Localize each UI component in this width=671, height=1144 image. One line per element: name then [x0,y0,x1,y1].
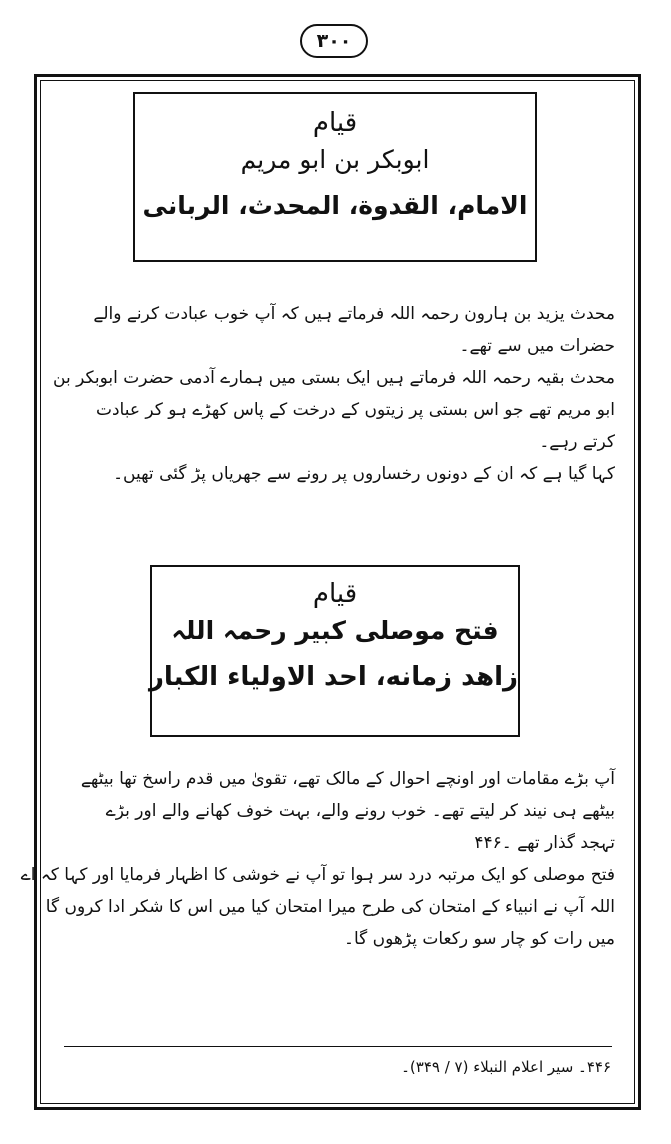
section1-text-line: محدث بقیہ رحمہ اللہ فرماتے ہیں ایک بستی میں ہمارے آدمی حضرت ابوبکر بن [53,368,615,388]
section1-body [55,298,615,490]
section2-heading: قیام [312,579,358,609]
section2-honorific-titles: زاهد زمانه، احد الاولياء الكبار [148,662,518,692]
section2-text-line: آپ بڑے مقامات اور اونچے احوال کے مالک تھے، تقویٰ میں قدم راسخ تھا بیٹھے [80,769,615,789]
section2-body [20,763,615,955]
section2-text-line: اللہ آپ نے انبیاء کے امتحان کی طرح میرا امتحان کیا میں اس کا شکر ادا کروں گا [45,897,615,917]
section1-text-line: محدث یزید بن ہارون رحمہ اللہ فرماتے ہیں کہ آپ خوب عبادت کرنے والے [93,304,615,324]
section1-text-line: حضرات میں سے تھے۔ [459,336,615,356]
section2-title-box [150,565,520,737]
section2-text-line: میں رات کو چار سو رکعات پڑھوں گا۔ [343,929,615,949]
section1-heading: قیام [312,108,358,138]
footnote-divider [64,1046,612,1047]
section2-person-name: فتح موصلی کبیر رحمہ اللہ [171,616,499,645]
section2-text-line: بیٹھے ہی نیند کر لیتے تھے۔ خوب رونے والے، بہت خوف کھانے والے اور بڑے [105,801,615,821]
section1-text-line: کہا گیا ہے کہ ان کے دونوں رخساروں پر رونے سے جھریاں پڑ گئی تھیں۔ [113,464,615,484]
section1-title-box [133,92,537,262]
section1-text-line: ابو مریم تھے جو اس بستی پر زیتوں کے درخت کے پاس کھڑے ہو کر عبادت [95,400,615,420]
section1-text-line: کرتے رہے۔ [539,432,615,452]
section2-text-line: تہجد گذار تھے ۔۴۴۶ [474,833,615,853]
section2-text-line: فتح موصلی کو ایک مرتبہ درد سر ہوا تو آپ نے خوشی کا اظہار فرمایا اور کہا کہ اے [20,865,615,885]
section1-honorific-titles: الامام، القدوة، المحدث، الربانی [142,191,528,220]
footnote: ۴۴۶۔ سیر اعلام النبلاء (۷ / ۳۴۹)۔ [401,1058,611,1076]
section1-person-name: ابوبکر بن ابو مریم [240,145,430,174]
page-number: ۳۰۰ [300,24,368,58]
